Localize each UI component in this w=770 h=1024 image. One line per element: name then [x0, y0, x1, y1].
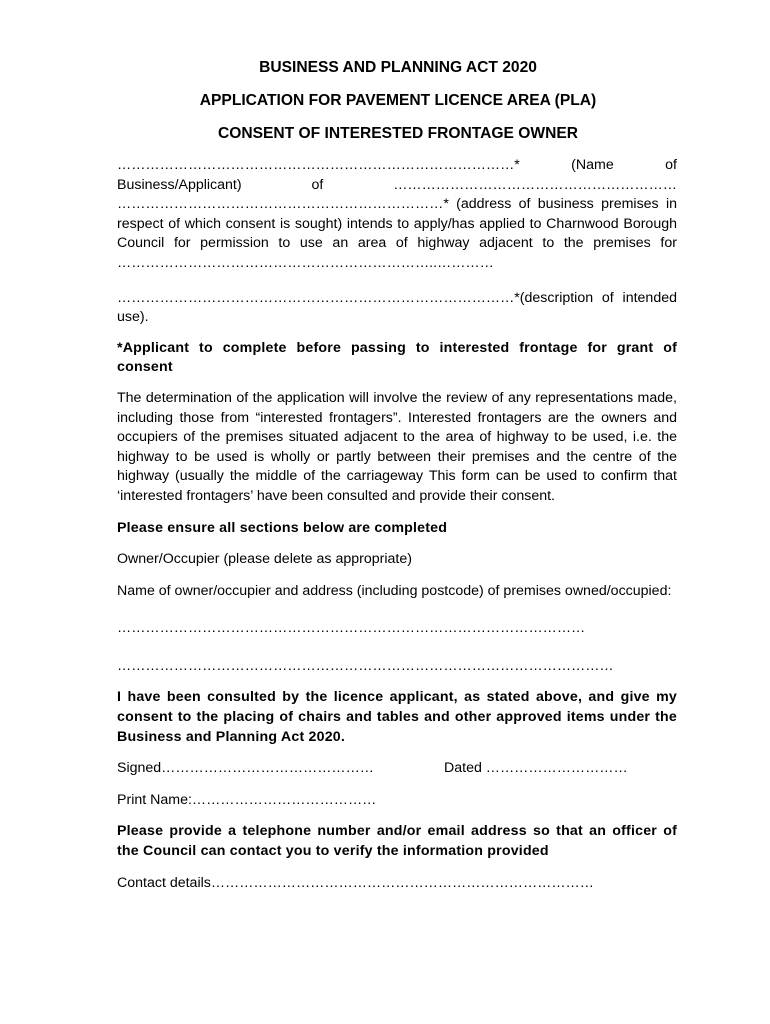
consent-title: CONSENT OF INTERESTED FRONTAGE OWNER	[217, 125, 579, 142]
consent-statement: I have been consulted by the licence applicant, as stated above, and give my consent to the placing of chairs and tables and other approved items under the Business and Planning Act 2020.	[117, 689, 677, 745]
contact-details-field[interactable]: Contact details………………………………………………………………………	[117, 874, 594, 891]
address-line-1[interactable]: ………………………………………………………………………………………	[117, 620, 586, 637]
signed-field[interactable]: Signed………………………………………	[117, 760, 374, 777]
dated-field[interactable]: Dated …………………………	[444, 760, 628, 777]
document-body	[117, 58, 677, 904]
sections-note: Please ensure all sections below are completed	[117, 519, 448, 536]
determination-paragraph: The determination of the application will involve the review of any representations made, including those from “interested frontagers”. Interested frontagers are the owners and occupiers of the premises situated adjacent to the area of highway to be used, i.e. the highway to be used is wholly or partly between their premises and the centre of the highway (usually the middle of the carriageway This form can be used to confirm that ‘interested frontagers’ have been consulted and provide their consent.	[117, 389, 677, 504]
address-line-2[interactable]: ……………………………………………………………………………………………	[117, 657, 614, 674]
act-title: BUSINESS AND PLANNING ACT 2020	[259, 59, 537, 76]
contact-request: Please provide a telephone number and/or email address so that an officer of the Council can contact you to verify the information provided	[117, 823, 677, 860]
application-title: APPLICATION FOR PAVEMENT LICENCE AREA (PLA)	[199, 92, 597, 109]
name-address-label: Name of owner/occupier and address (including postcode) of premises owned/occupied:	[117, 582, 672, 599]
description-paragraph: …………………………………………………………………………*(description of intended use).	[117, 289, 677, 326]
intro-paragraph: …………………………………………………………………………* (Name of Business/Applicant) of …………………………………………………… ……………………………………………………………* (address of business premises in respect of which consent is sought) intends to apply/has applied to Charnwood Borough Council for permission to use an area of highway adjacent to the premises for …………………………………………………………..…………	[117, 157, 677, 271]
applicant-note: *Applicant to complete before passing to interested frontage for grant of consent	[117, 339, 677, 376]
print-name-field[interactable]: Print Name:…………………………………	[117, 791, 377, 808]
owner-occupier-label: Owner/Occupier (please delete as appropriate)	[117, 551, 412, 568]
signature-row	[117, 759, 677, 779]
